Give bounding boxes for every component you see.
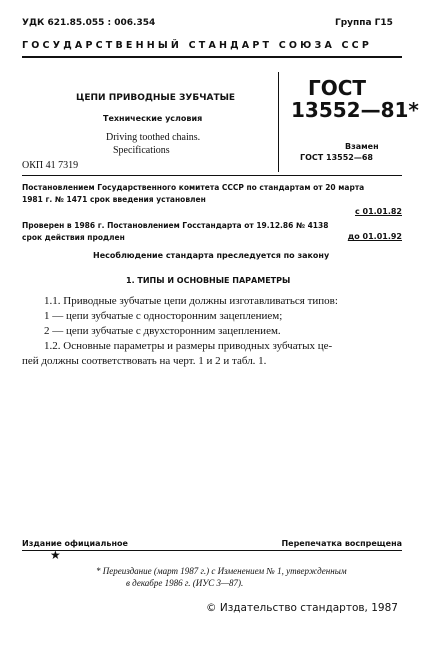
section-paragraph-5: пей должны соответствовать на черт. 1 и 2 и табл. 1. — [22, 355, 267, 367]
doc-title-en-line2: Specifications — [113, 145, 170, 156]
reissue-line1: * Переиздание (март 1987 г.) с Изменением № 1, утвержденным — [96, 566, 347, 576]
footer-rule — [22, 550, 402, 551]
decree-date1: с 01.01.82 — [354, 207, 402, 216]
section-heading: 1. ТИПЫ И ОСНОВНЫЕ ПАРАМЕТРЫ — [126, 276, 291, 285]
replaces-value: ГОСТ 13552—68 — [300, 153, 373, 162]
decree-line3: Проверен в 1986 г. Постановлением Госстандарта от 19.12.86 № 4138 — [22, 221, 329, 230]
section-paragraph-3: 2 — цепи зубчатые с двухсторонним зацеплением. — [44, 325, 281, 337]
standard-title: ГОСУДАРСТВЕННЫЙ СТАНДАРТ СОЮЗА ССР — [22, 40, 373, 51]
decree-date2: до 01.01.92 — [347, 232, 402, 241]
group-code: Группа Г15 — [335, 18, 393, 28]
title-divider — [278, 72, 279, 172]
udk-code: УДК 621.85.055 : 006.354 — [22, 18, 156, 28]
doc-title-ru: ЦЕПИ ПРИВОДНЫЕ ЗУБЧАТЫЕ — [76, 93, 236, 103]
section-paragraph-2: 1 — цепи зубчатые с односторонним зацеплением; — [44, 310, 283, 322]
doc-subtitle-ru: Технические условия — [103, 114, 203, 123]
okp-rule — [22, 175, 402, 176]
doc-title-en-line1: Driving toothed chains. — [106, 132, 201, 143]
decree-line2: 1981 г. № 1471 срок введения установлен — [22, 195, 206, 204]
section-paragraph-4: 1.2. Основные параметры и размеры приводных зубчатых це- — [44, 340, 333, 352]
notice-text: Несоблюдение стандарта преследуется по закону — [93, 251, 330, 260]
star-icon: ★ — [50, 548, 61, 562]
gost-number: 13552—81* — [291, 98, 419, 122]
reissue-line2: в декабре 1986 г. (ИУС 3—87). — [126, 578, 244, 588]
gost-label: ГОСТ — [308, 76, 367, 100]
no-reprint: Перепечатка воспрещена — [281, 539, 402, 548]
decree-line1: Постановлением Государственного комитета СССР по стандартам от 20 марта — [22, 183, 365, 192]
header-rule — [22, 56, 402, 58]
decree-line4: срок действия продлен — [22, 233, 125, 242]
replaces-label: Взамен — [345, 142, 379, 151]
section-paragraph-1: 1.1. Приводные зубчатые цепи должны изготавливаться типов: — [44, 295, 338, 307]
official-edition: Издание официальное — [22, 539, 128, 548]
copyright: © Издательство стандартов, 1987 — [206, 602, 398, 614]
okp-code: ОКП 41 7319 — [22, 160, 79, 171]
